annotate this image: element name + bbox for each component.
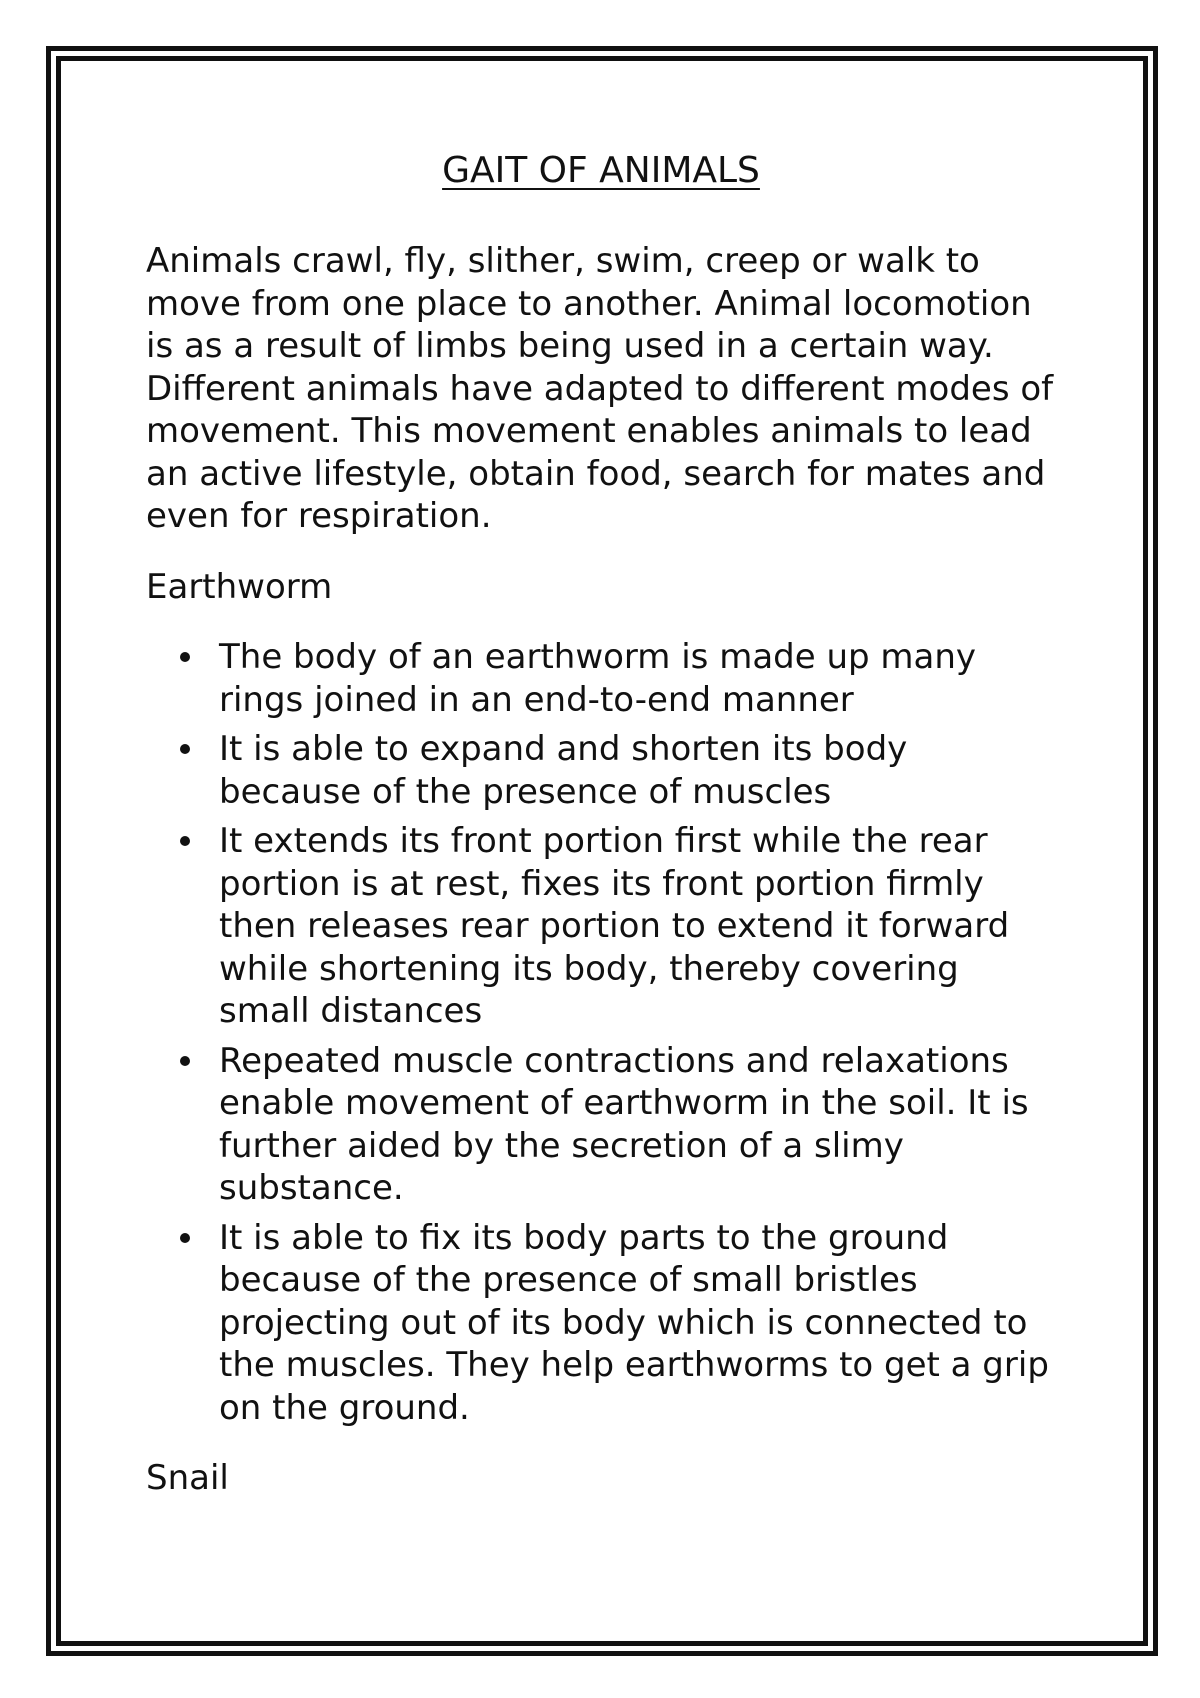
list-item-text: It extends its front portion first while the rear portion is at rest, fixes its front portion firmly then releases rear portion to extend it forward while shortening its body, thereby covering small distances — [219, 821, 1010, 1031]
list-item — [146, 636, 1056, 721]
intro-paragraph: Animals crawl, fly, slither, swim, creep or walk to move from one place to another. Animal locomotion is as a result of limbs being used in a certain way. Different animals have adapted to different modes of movement. This movement enables animals to lead an active lifestyle, obtain food, search for mates and even for respiration. — [146, 241, 1054, 536]
list-item — [146, 820, 1056, 1033]
section-heading-snail: Snail — [146, 1458, 229, 1498]
list-item-text: It is able to expand and shorten its body because of the presence of muscles — [219, 729, 908, 812]
document-body — [146, 140, 1056, 1500]
section-heading-earthworm: Earthworm — [146, 566, 333, 607]
bullet-icon — [180, 744, 190, 754]
list-item-text: The body of an earthworm is made up many rings joined in an end-to-end manner — [219, 637, 977, 720]
list-item — [146, 1040, 1056, 1210]
bullet-icon — [180, 652, 190, 662]
bullet-icon — [180, 1233, 190, 1243]
earthworm-bullet-list — [146, 636, 1056, 1429]
bullet-icon — [180, 1056, 190, 1066]
list-item — [146, 728, 1056, 813]
bullet-icon — [180, 836, 190, 846]
list-item — [146, 1217, 1056, 1430]
list-item-text: Repeated muscle contractions and relaxations enable movement of earthworm in the soil. It is further aided by the secretion of a slimy substance. — [219, 1040, 1029, 1208]
document-title: GAIT OF ANIMALS — [442, 150, 760, 191]
list-item-text: It is able to fix its body parts to the ground because of the presence of small bristles projecting out of its body which is connected to the muscles. They help earthworms to get a grip on the ground. — [219, 1217, 1049, 1428]
